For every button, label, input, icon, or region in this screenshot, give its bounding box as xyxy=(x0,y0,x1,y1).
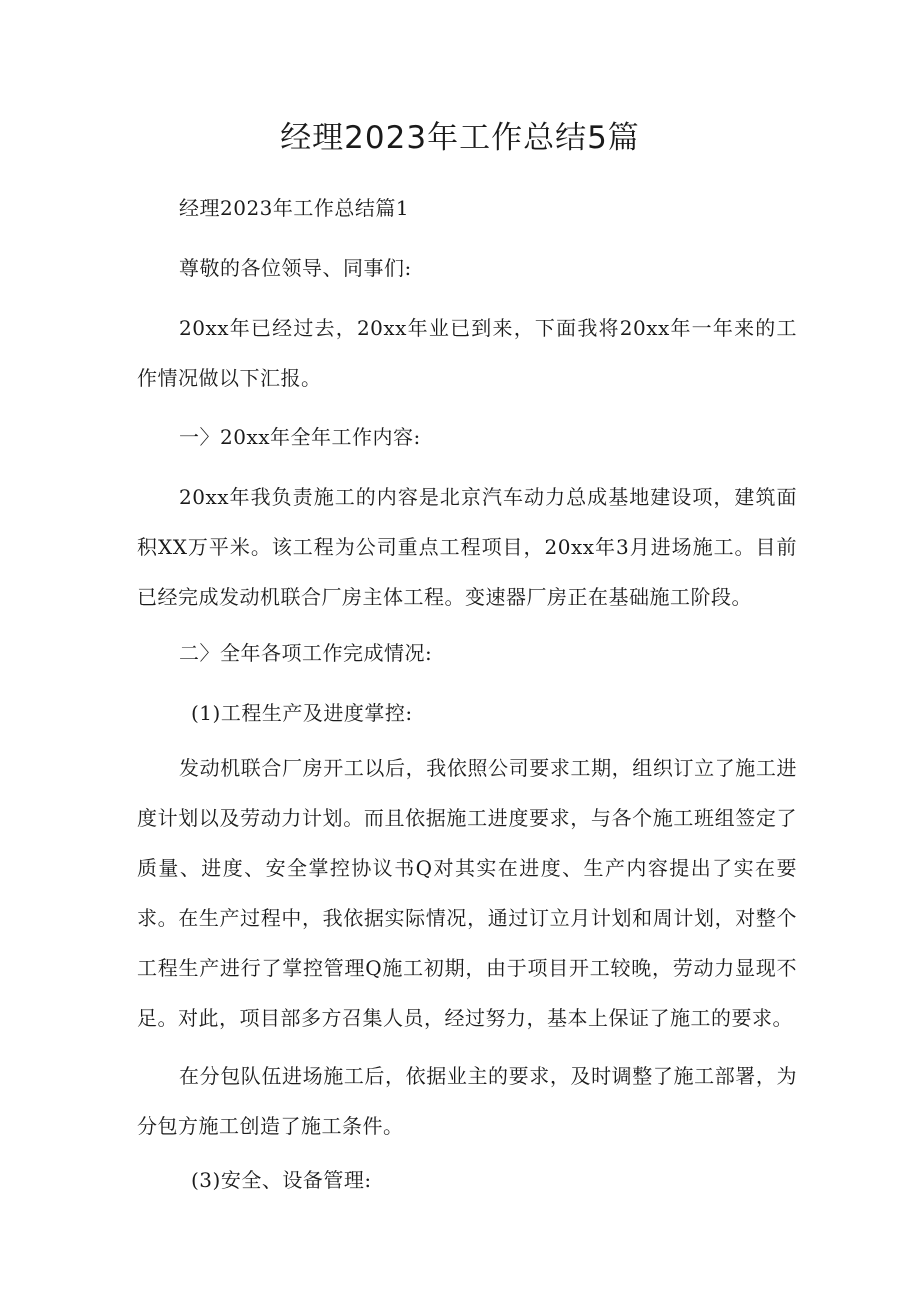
document-title: 经理2023年工作总结5篇 xyxy=(280,120,640,156)
subheading-safety: (3)安全、设备管理: xyxy=(191,1168,372,1192)
intro-paragraph: 20xx年已经过去，20xx年业已到来，下面我将20xx年一年来的工作情况做以下汇报。 xyxy=(137,316,797,390)
subheading-two: 二〉全年各项工作完成情况: xyxy=(179,641,433,665)
subheading-progress: (1)工程生产及进度掌控: xyxy=(191,701,413,725)
subcontractor-paragraph: 在分包队伍进场施工后，依据业主的要求，及时调整了施工部署，为分包方施工创造了施工条件。 xyxy=(137,1064,797,1138)
subheading-one: 一〉20xx年全年工作内容: xyxy=(179,425,421,449)
progress-paragraph: 发动机联合厂房开工以后，我依照公司要求工期，组织订立了施工进度计划以及劳动力计划。而且依据施工进度要求，与各个施工班组签定了质量、进度、安全掌控协议书Q对其实在进度、生产内容提出了实在要求。在生产过程中，我依据实际情况，通过订立月计划和周计划，对整个工程生产进行了掌控管理Q施工初期，由于项目开工较晚，劳动力显现不足。对此，项目部多方召集人员，经过努力，基本上保证了施工的要求。 xyxy=(137,756,797,1030)
section-heading: 经理2023年工作总结篇1 xyxy=(179,196,410,220)
work-content-paragraph: 20xx年我负责施工的内容是北京汽车动力总成基地建设项，建筑面积XX万平米。该工程为公司重点工程项目，20xx年3月进场施工。目前已经完成发动机联合厂房主体工程。变速器厂房正在基础施工阶段。 xyxy=(137,485,797,609)
salutation: 尊敬的各位领导、同事们: xyxy=(179,256,412,280)
